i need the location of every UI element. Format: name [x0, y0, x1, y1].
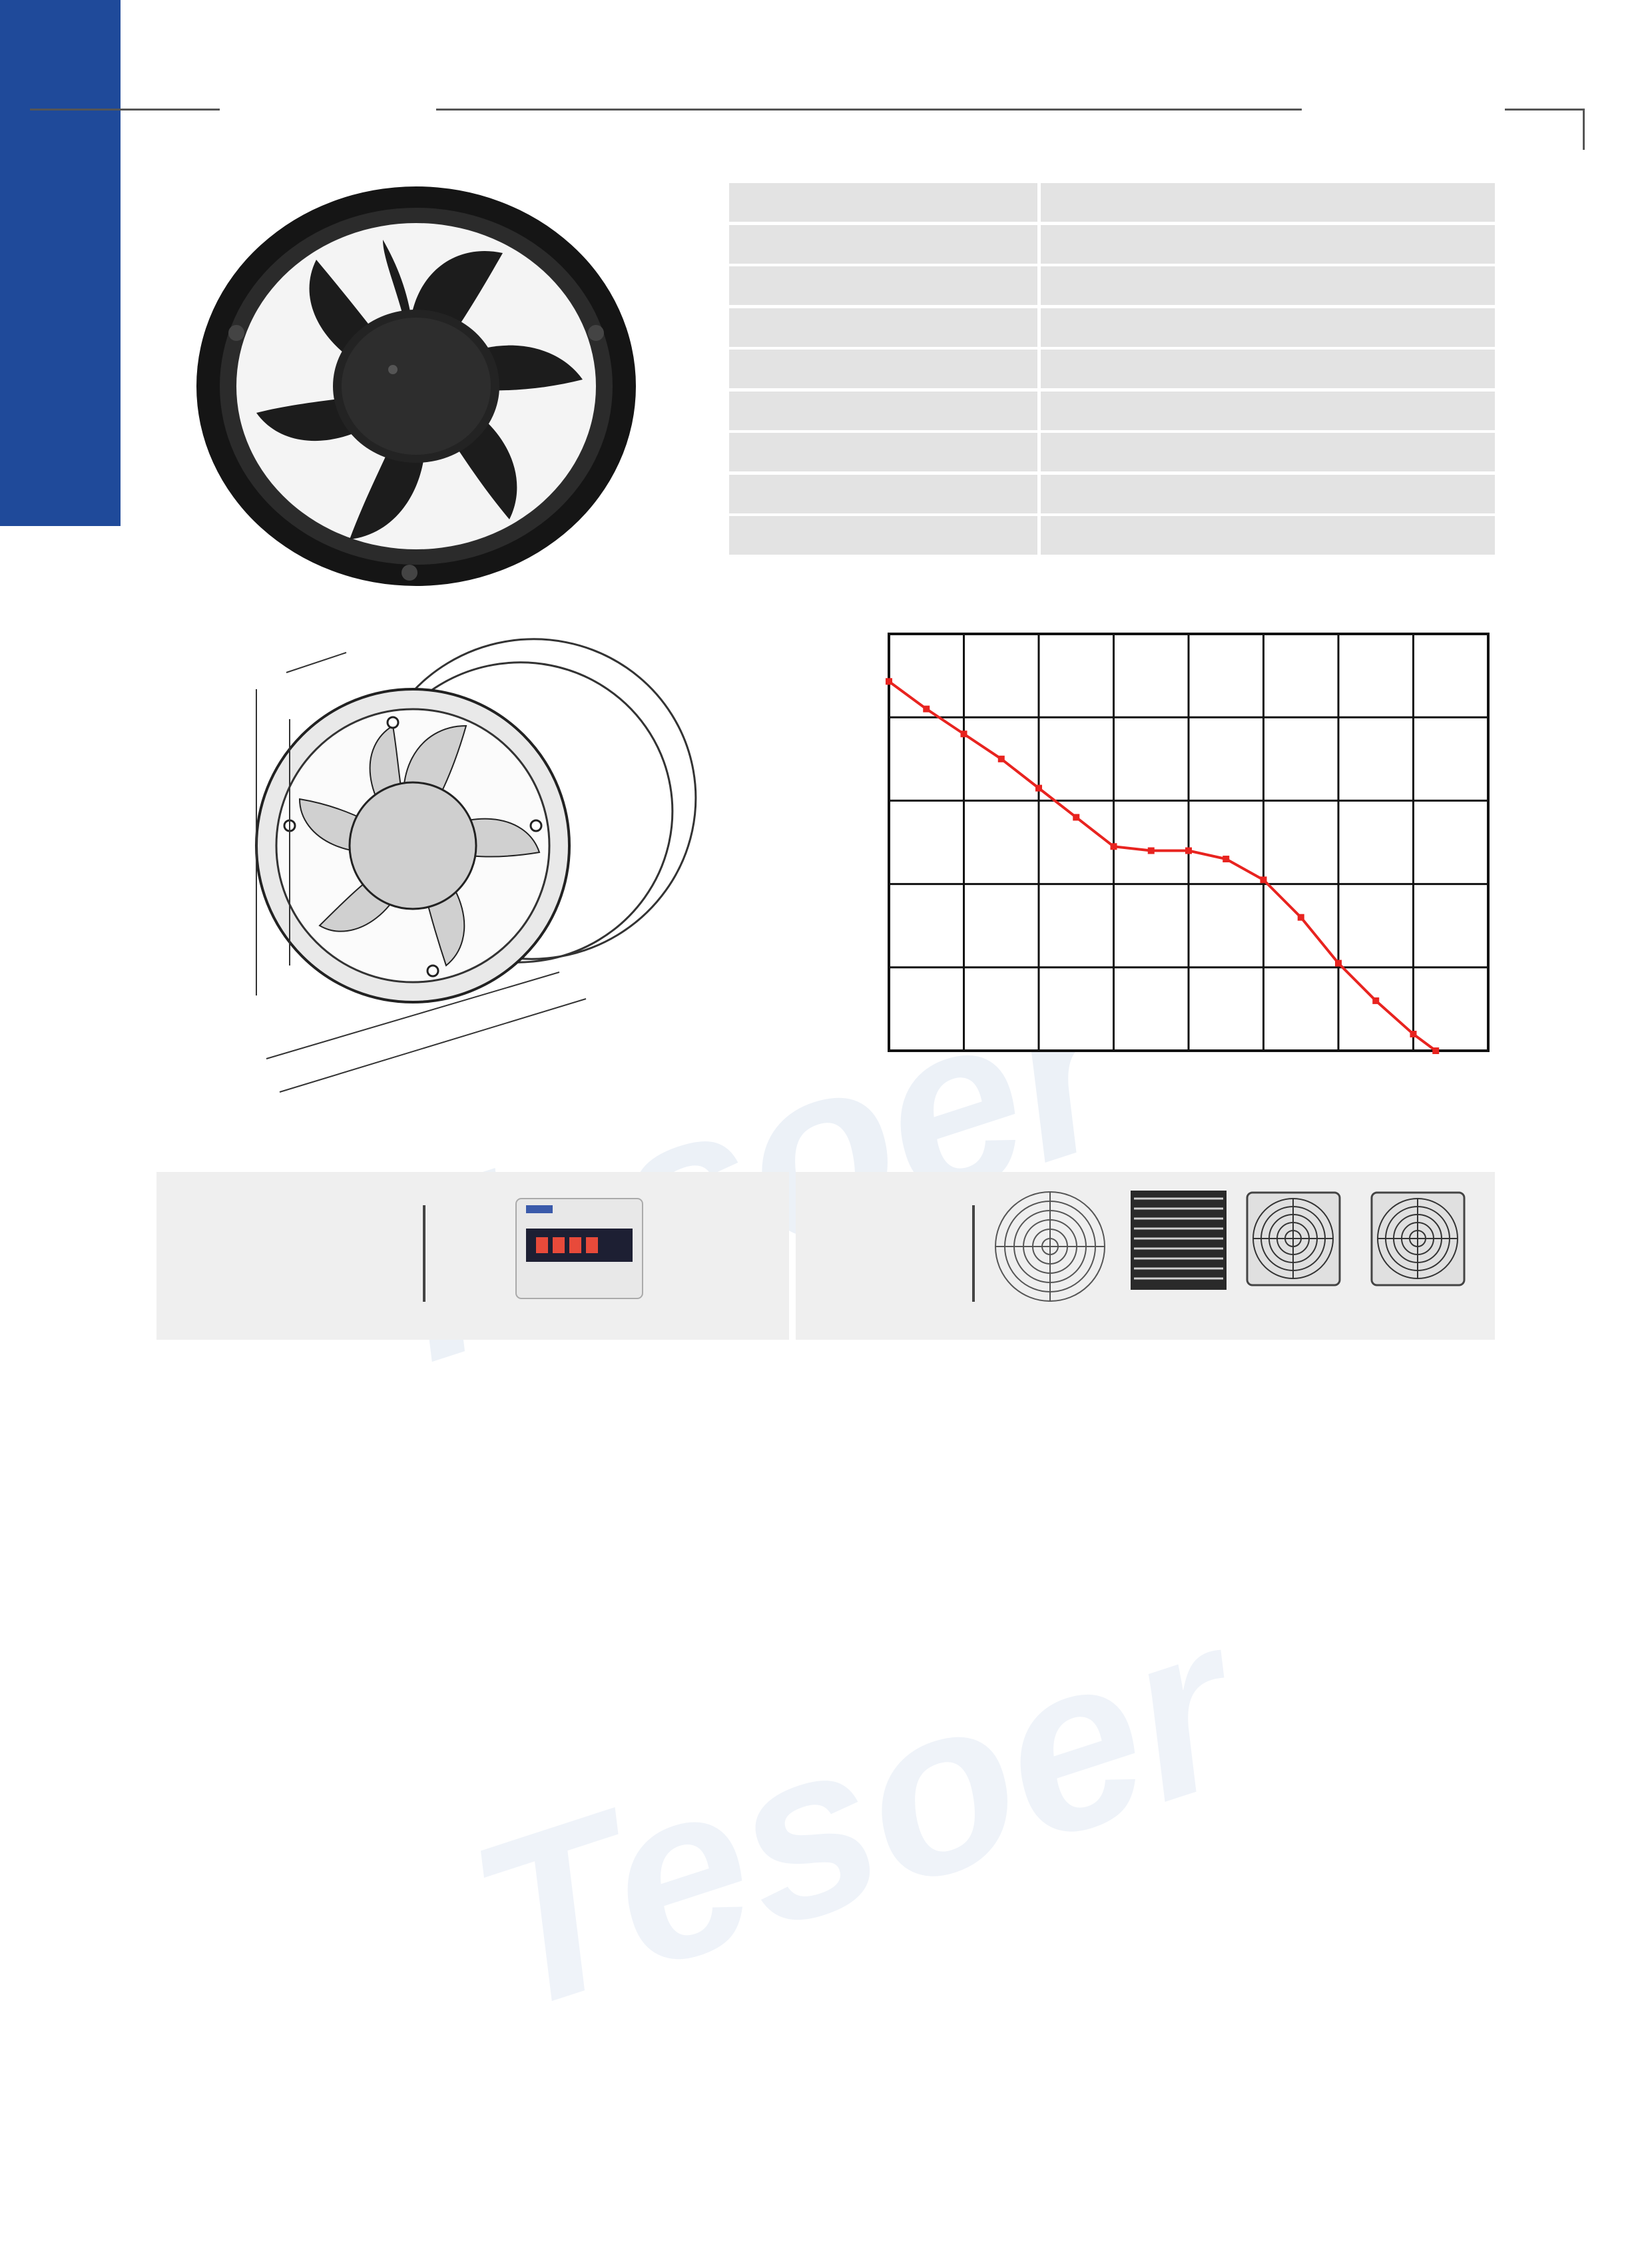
filter-tx9804-image [1129, 1189, 1229, 1292]
fan-guard-tx5e-image [992, 1189, 1109, 1305]
divider [423, 1205, 425, 1302]
series-point [923, 706, 930, 712]
series-point [1148, 848, 1155, 854]
series-point [1073, 814, 1079, 820]
series-point [1372, 997, 1379, 1004]
spec-divider [1037, 308, 1041, 347]
series-point [1223, 856, 1229, 862]
spec-row [729, 475, 1495, 513]
pq-curve-chart [779, 586, 1531, 1152]
fan-guard-tx3172-image [1370, 1191, 1466, 1287]
spec-divider [1037, 225, 1041, 264]
spec-divider [1037, 350, 1041, 388]
spec-row [729, 516, 1495, 555]
series-side-tab [0, 0, 121, 526]
divider [972, 1205, 975, 1302]
series-point [998, 756, 1005, 762]
series-point [1185, 848, 1192, 854]
spec-row [729, 308, 1495, 347]
control-technology-panel [156, 1172, 789, 1340]
fan-accessories-panel [796, 1172, 1495, 1340]
header-rule-left [30, 109, 220, 111]
spec-row [729, 225, 1495, 264]
series-point [1111, 843, 1117, 850]
spec-row [729, 266, 1495, 305]
spec-row [729, 433, 1495, 471]
series-point [1432, 1047, 1439, 1054]
header-rule-right [1505, 109, 1585, 111]
spec-divider [1037, 516, 1041, 555]
series-point [1260, 876, 1267, 883]
spec-row [729, 183, 1495, 222]
spec-divider [1037, 433, 1041, 471]
series-point [961, 730, 967, 737]
spec-row [729, 392, 1495, 430]
series-point [1410, 1031, 1417, 1037]
header-corner [1583, 109, 1585, 150]
spec-row [729, 350, 1495, 388]
series-point [1298, 914, 1304, 921]
spec-divider [1037, 266, 1041, 305]
dimension-drawing [186, 626, 759, 1105]
spec-divider [1037, 392, 1041, 430]
watermark-logo: Tesoer [443, 1568, 1266, 2064]
series-point [886, 678, 892, 685]
fan-guard-tx2172-image [1245, 1191, 1342, 1287]
series-point [1335, 960, 1342, 967]
spec-divider [1037, 183, 1041, 222]
fan-photo [190, 180, 643, 593]
header-rule-mid [436, 109, 1302, 111]
series-point [1035, 785, 1042, 792]
controller-image [513, 1192, 646, 1302]
spec-divider [1037, 475, 1041, 513]
